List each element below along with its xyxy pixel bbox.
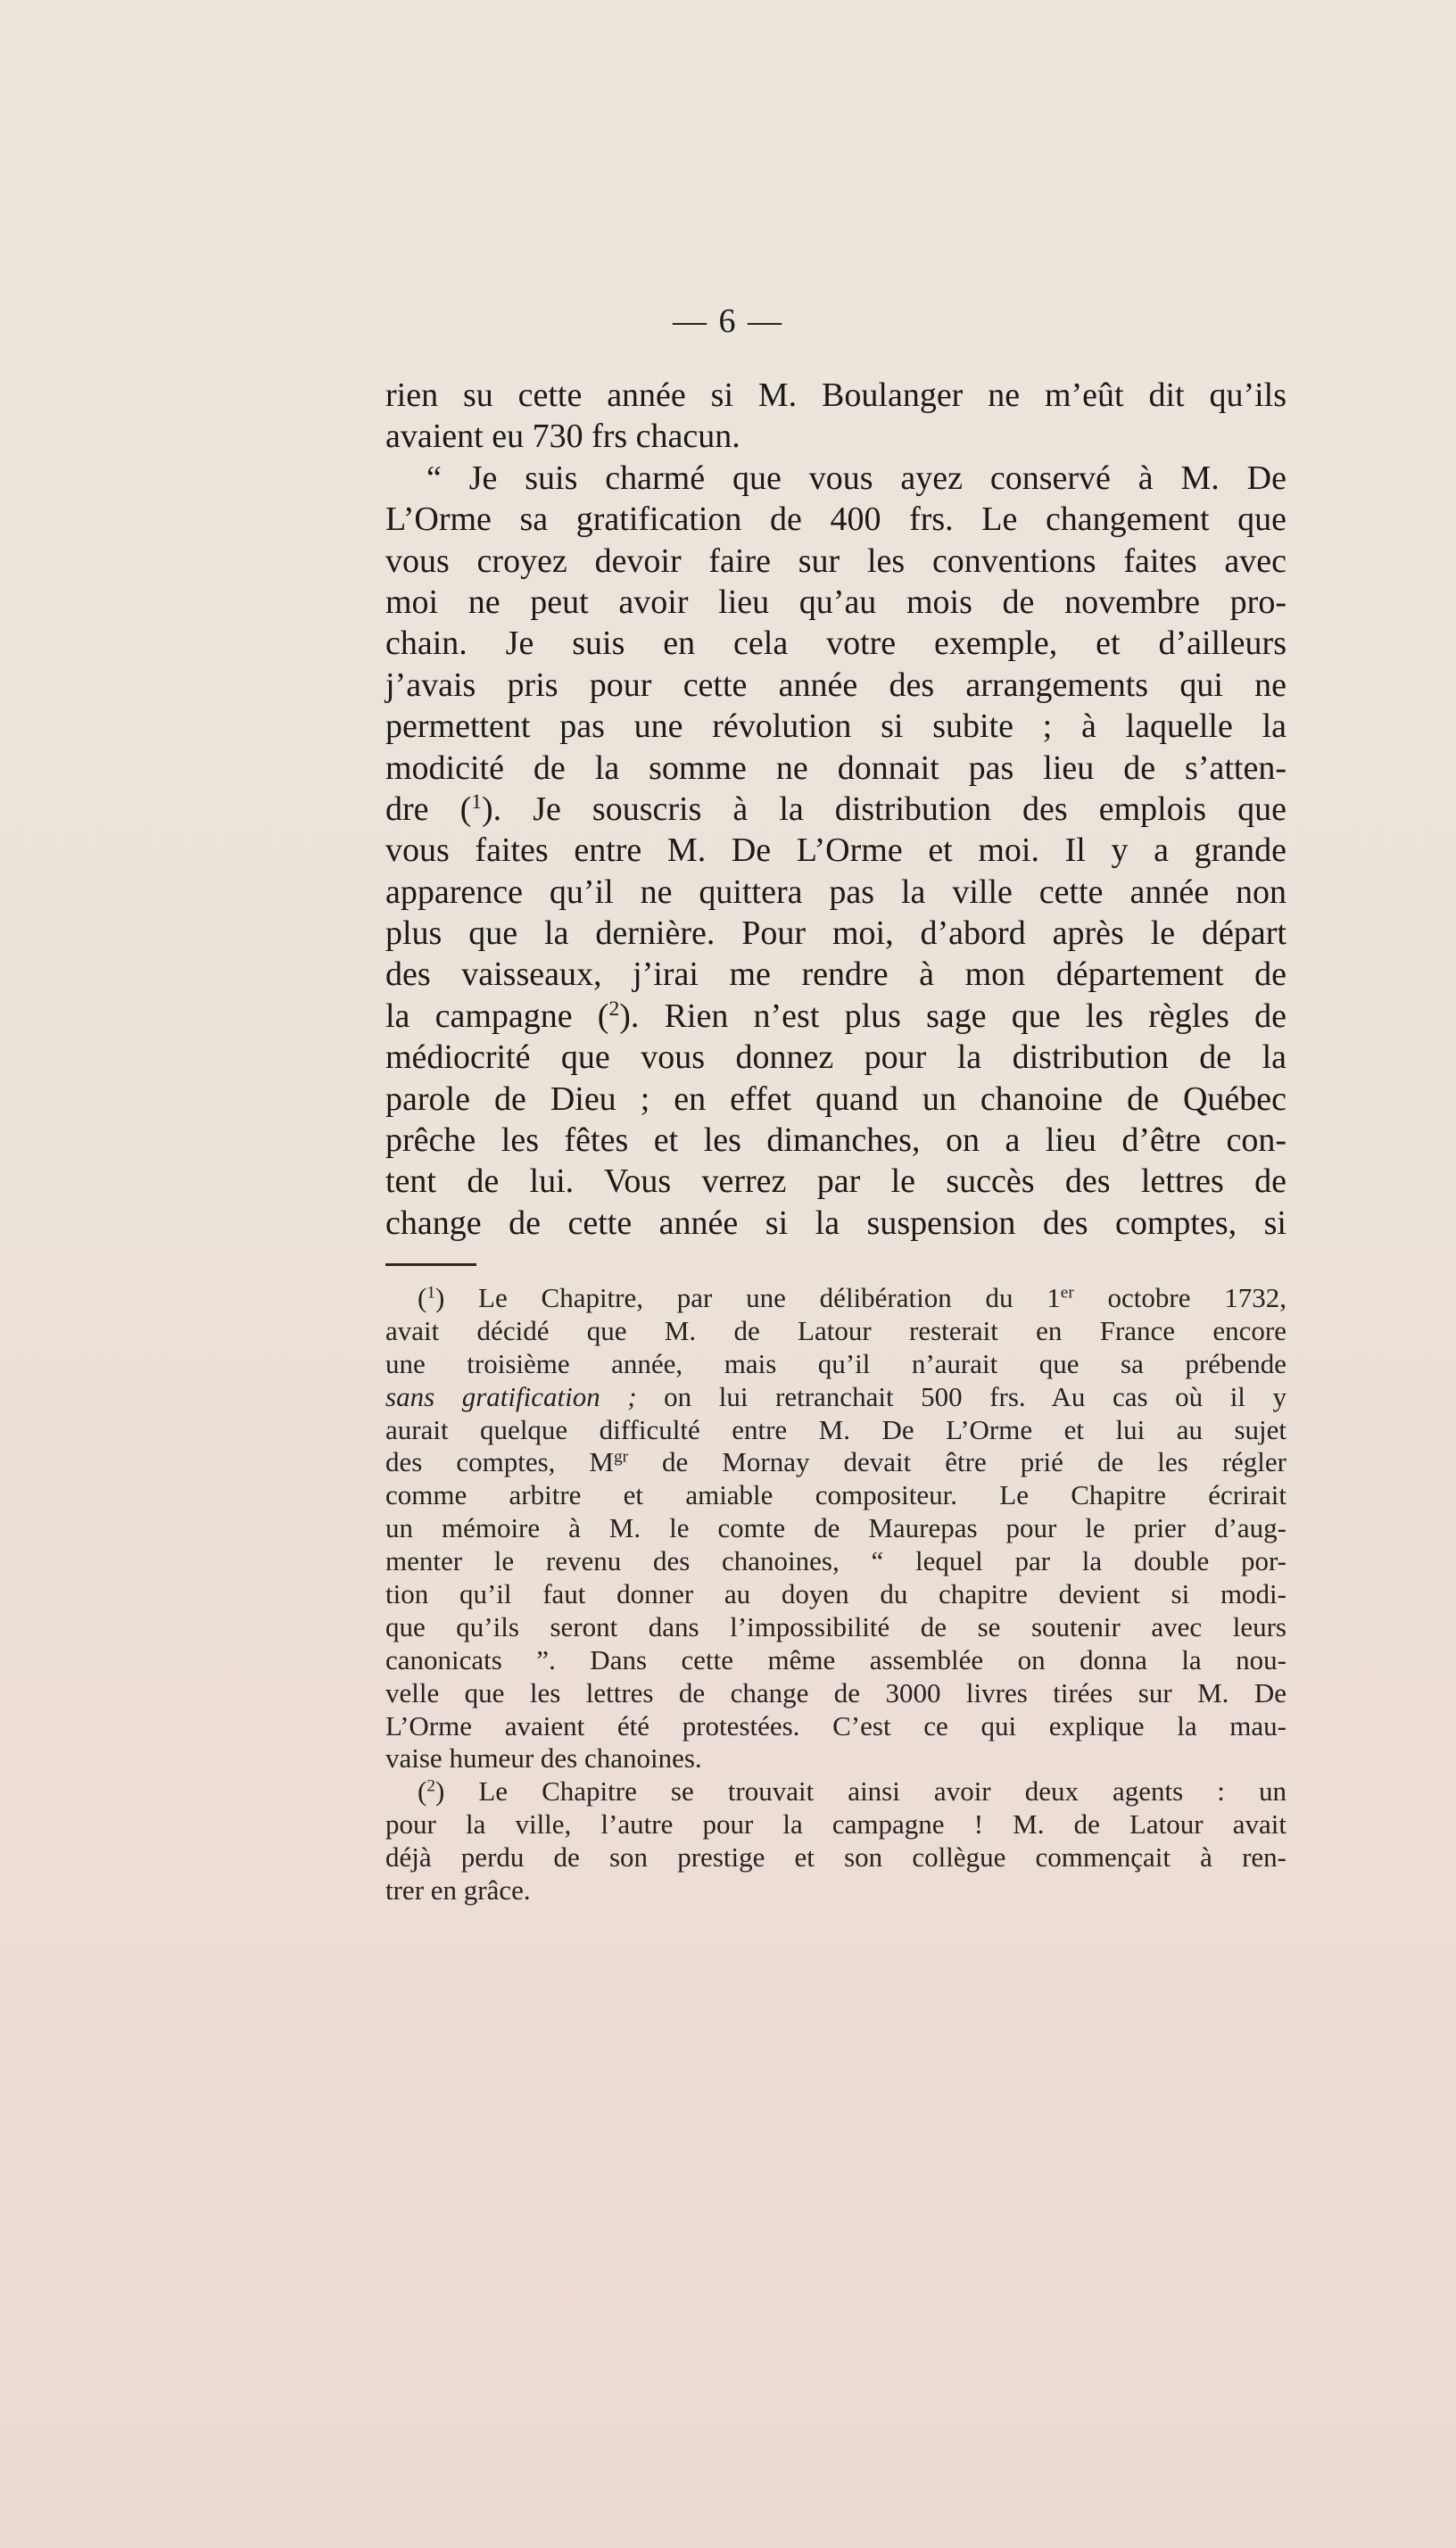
text-line: prêche les fêtes et les dimanches, on a lieu d’être con-	[385, 1121, 1286, 1160]
text-line: rien su cette année si M. Boulanger ne m’eût dit qu’ils	[385, 376, 1286, 414]
footnote-1-line: ($^1$) Le Chapitre, par une délibération du 1er octobre 1732,	[418, 1282, 1286, 1313]
footnote-line: un mémoire à M. le comte de Maurepas pour le prier d’aug-	[385, 1512, 1286, 1544]
text-line: vous croyez devoir faire sur les conventions faites avec	[385, 542, 1286, 580]
footnotes	[385, 1282, 1286, 1907]
text-line: médiocrité que vous donnez pour la distribution de la	[385, 1038, 1286, 1077]
footnote-line: menter le revenu des chanoines, “ lequel par la double por-	[385, 1545, 1286, 1577]
text-line: j’avais pris pour cette année des arrangements qui ne	[385, 666, 1286, 704]
footnote-line-italic: sans gratification ; on lui retranchait 500 frs. Au cas où il y	[385, 1380, 1286, 1412]
footnote-line: trer en grâce.	[385, 1874, 531, 1907]
text-line: plus que la dernière. Pour moi, d’abord après le départ	[385, 914, 1286, 953]
text-line: des vaisseaux, j’irai me rendre à mon département de	[385, 956, 1286, 994]
text-line: modicité de la somme ne donnait pas lieu de s’atten-	[385, 749, 1286, 787]
footnote-line: tion qu’il faut donner au doyen du chapitre devient si modi-	[385, 1578, 1286, 1610]
footnote-line: L’Orme avaient été protestées. C’est ce qui explique la mau-	[385, 1709, 1286, 1741]
text-line: permettent pas une révolution si subite ; à laquelle la	[385, 707, 1286, 746]
main-text	[385, 375, 1286, 1244]
footnote-line: canonicats ”. Dans cette même assemblée on donna la nou-	[385, 1643, 1286, 1675]
text-line: parole de Dieu ; en effet quand un chanoine de Québec	[385, 1080, 1286, 1118]
footnote-line: avait décidé que M. de Latour resterait en France encore	[385, 1314, 1286, 1346]
footnote-line: vaise humeur des chanoines.	[385, 1742, 702, 1774]
footnote-line: pour la ville, l’autre pour la campagne ! M. de Latour avait	[385, 1808, 1286, 1841]
footnote-line: que qu’ils seront dans l’impossibilité de se soutenir avec leurs	[385, 1610, 1286, 1642]
text-line: “ Je suis charmé que vous ayez conservé à M. De	[426, 459, 1286, 497]
footnote-line-mgr: des comptes, $M^{gr}$ de Mornay devait être prié de les régler	[385, 1446, 1286, 1478]
text-line: moi ne peut avoir lieu qu’au mois de novembre pro-	[385, 583, 1286, 621]
page-number: — 6 —	[673, 302, 783, 340]
text-line: chain. Je suis en cela votre exemple, et d’ailleurs	[385, 625, 1286, 663]
footnote-2-line: ($^2$) Le Chapitre se trouvait ainsi avoir deux agents : un	[418, 1775, 1286, 1808]
footnote-line: comme arbitre et amiable compositeur. Le Chapitre écrirait	[385, 1479, 1286, 1511]
text-line: apparence qu’il ne quittera pas la ville cette année non	[385, 873, 1286, 911]
text-line: vous faites entre M. De L’Orme et moi. Il y a grande	[385, 831, 1286, 870]
text-line-footnote-ref-2: la campagne ($^2$). Rien n’est plus sage que les règles de	[385, 997, 1286, 1035]
text-line: avaient eu 730 frs chacun.	[385, 418, 740, 456]
text-line: change de cette année si la suspension des comptes, si	[385, 1204, 1286, 1242]
text-line: L’Orme sa gratification de 400 frs. Le changement que	[385, 500, 1286, 539]
text-line: tent de lui. Vous verrez par le succès des lettres de	[385, 1162, 1286, 1201]
footnote-line: aurait quelque difficulté entre M. De L’Orme et lui au sujet	[385, 1413, 1286, 1445]
text-line-footnote-ref-1: dre ($^1$). Je souscris à la distribution des emplois que	[385, 790, 1286, 828]
footnote-line: une troisième année, mais qu’il n’aurait que sa prébende	[385, 1347, 1286, 1379]
footnote-line: velle que les lettres de change de 3000 livres tirées sur M. De	[385, 1676, 1286, 1708]
footnote-line: déjà perdu de son prestige et son collègue commençait à ren-	[385, 1841, 1286, 1874]
footnote-rule	[385, 1263, 476, 1266]
